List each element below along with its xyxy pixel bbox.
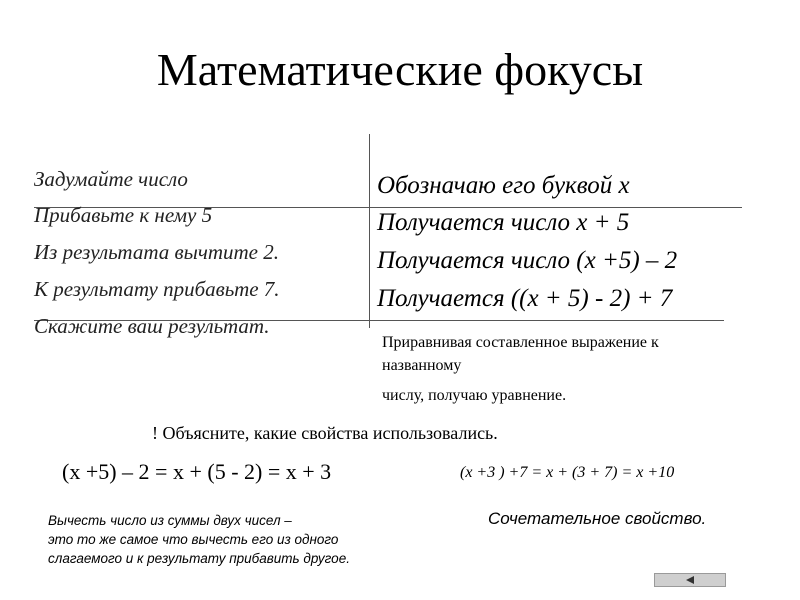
instruction-step: К результату прибавьте 7. [34, 277, 280, 301]
page-title: Математические фокусы [156, 44, 644, 95]
equation-note-line: Приравнивая составленное выражение к [382, 334, 659, 351]
equation-note-line: названному [382, 357, 462, 374]
column-divider [369, 134, 370, 328]
instruction-step: Скажите ваш результат. [34, 314, 270, 338]
question-text: ! Объясните, какие свойства использовались. [152, 423, 498, 443]
algebra-step: Получается число x + 5 [377, 209, 630, 236]
property-name: Сочетательное свойство. [488, 509, 707, 528]
instruction-step: Прибавьте к нему 5 [34, 203, 213, 227]
algebra-step: Получается число (x +5) – 2 [377, 247, 678, 274]
triangle-left-icon [686, 576, 694, 584]
algebra-step: Получается ((x + 5) - 2) + 7 [377, 285, 673, 312]
back-button[interactable] [654, 573, 726, 587]
instruction-step: Задумайте число [34, 167, 188, 191]
algebra-step: Обозначаю его буквой x [377, 172, 630, 199]
equation-note-line: числу, получаю уравнение. [382, 387, 567, 404]
explanation-line: Вычесть число из суммы двух чисел – [48, 513, 292, 528]
explanation-line: слагаемого и к результату прибавить другое. [48, 551, 350, 566]
explanation-line: это то же самое что вычесть его из одного [48, 532, 339, 547]
formula-addition: (x +3 ) +7 = x + (3 + 7) = x +10 [460, 464, 675, 481]
instruction-step: Из результата вычтите 2. [34, 240, 279, 264]
formula-subtraction: (x +5) – 2 = x + (5 - 2) = x + 3 [62, 459, 332, 484]
